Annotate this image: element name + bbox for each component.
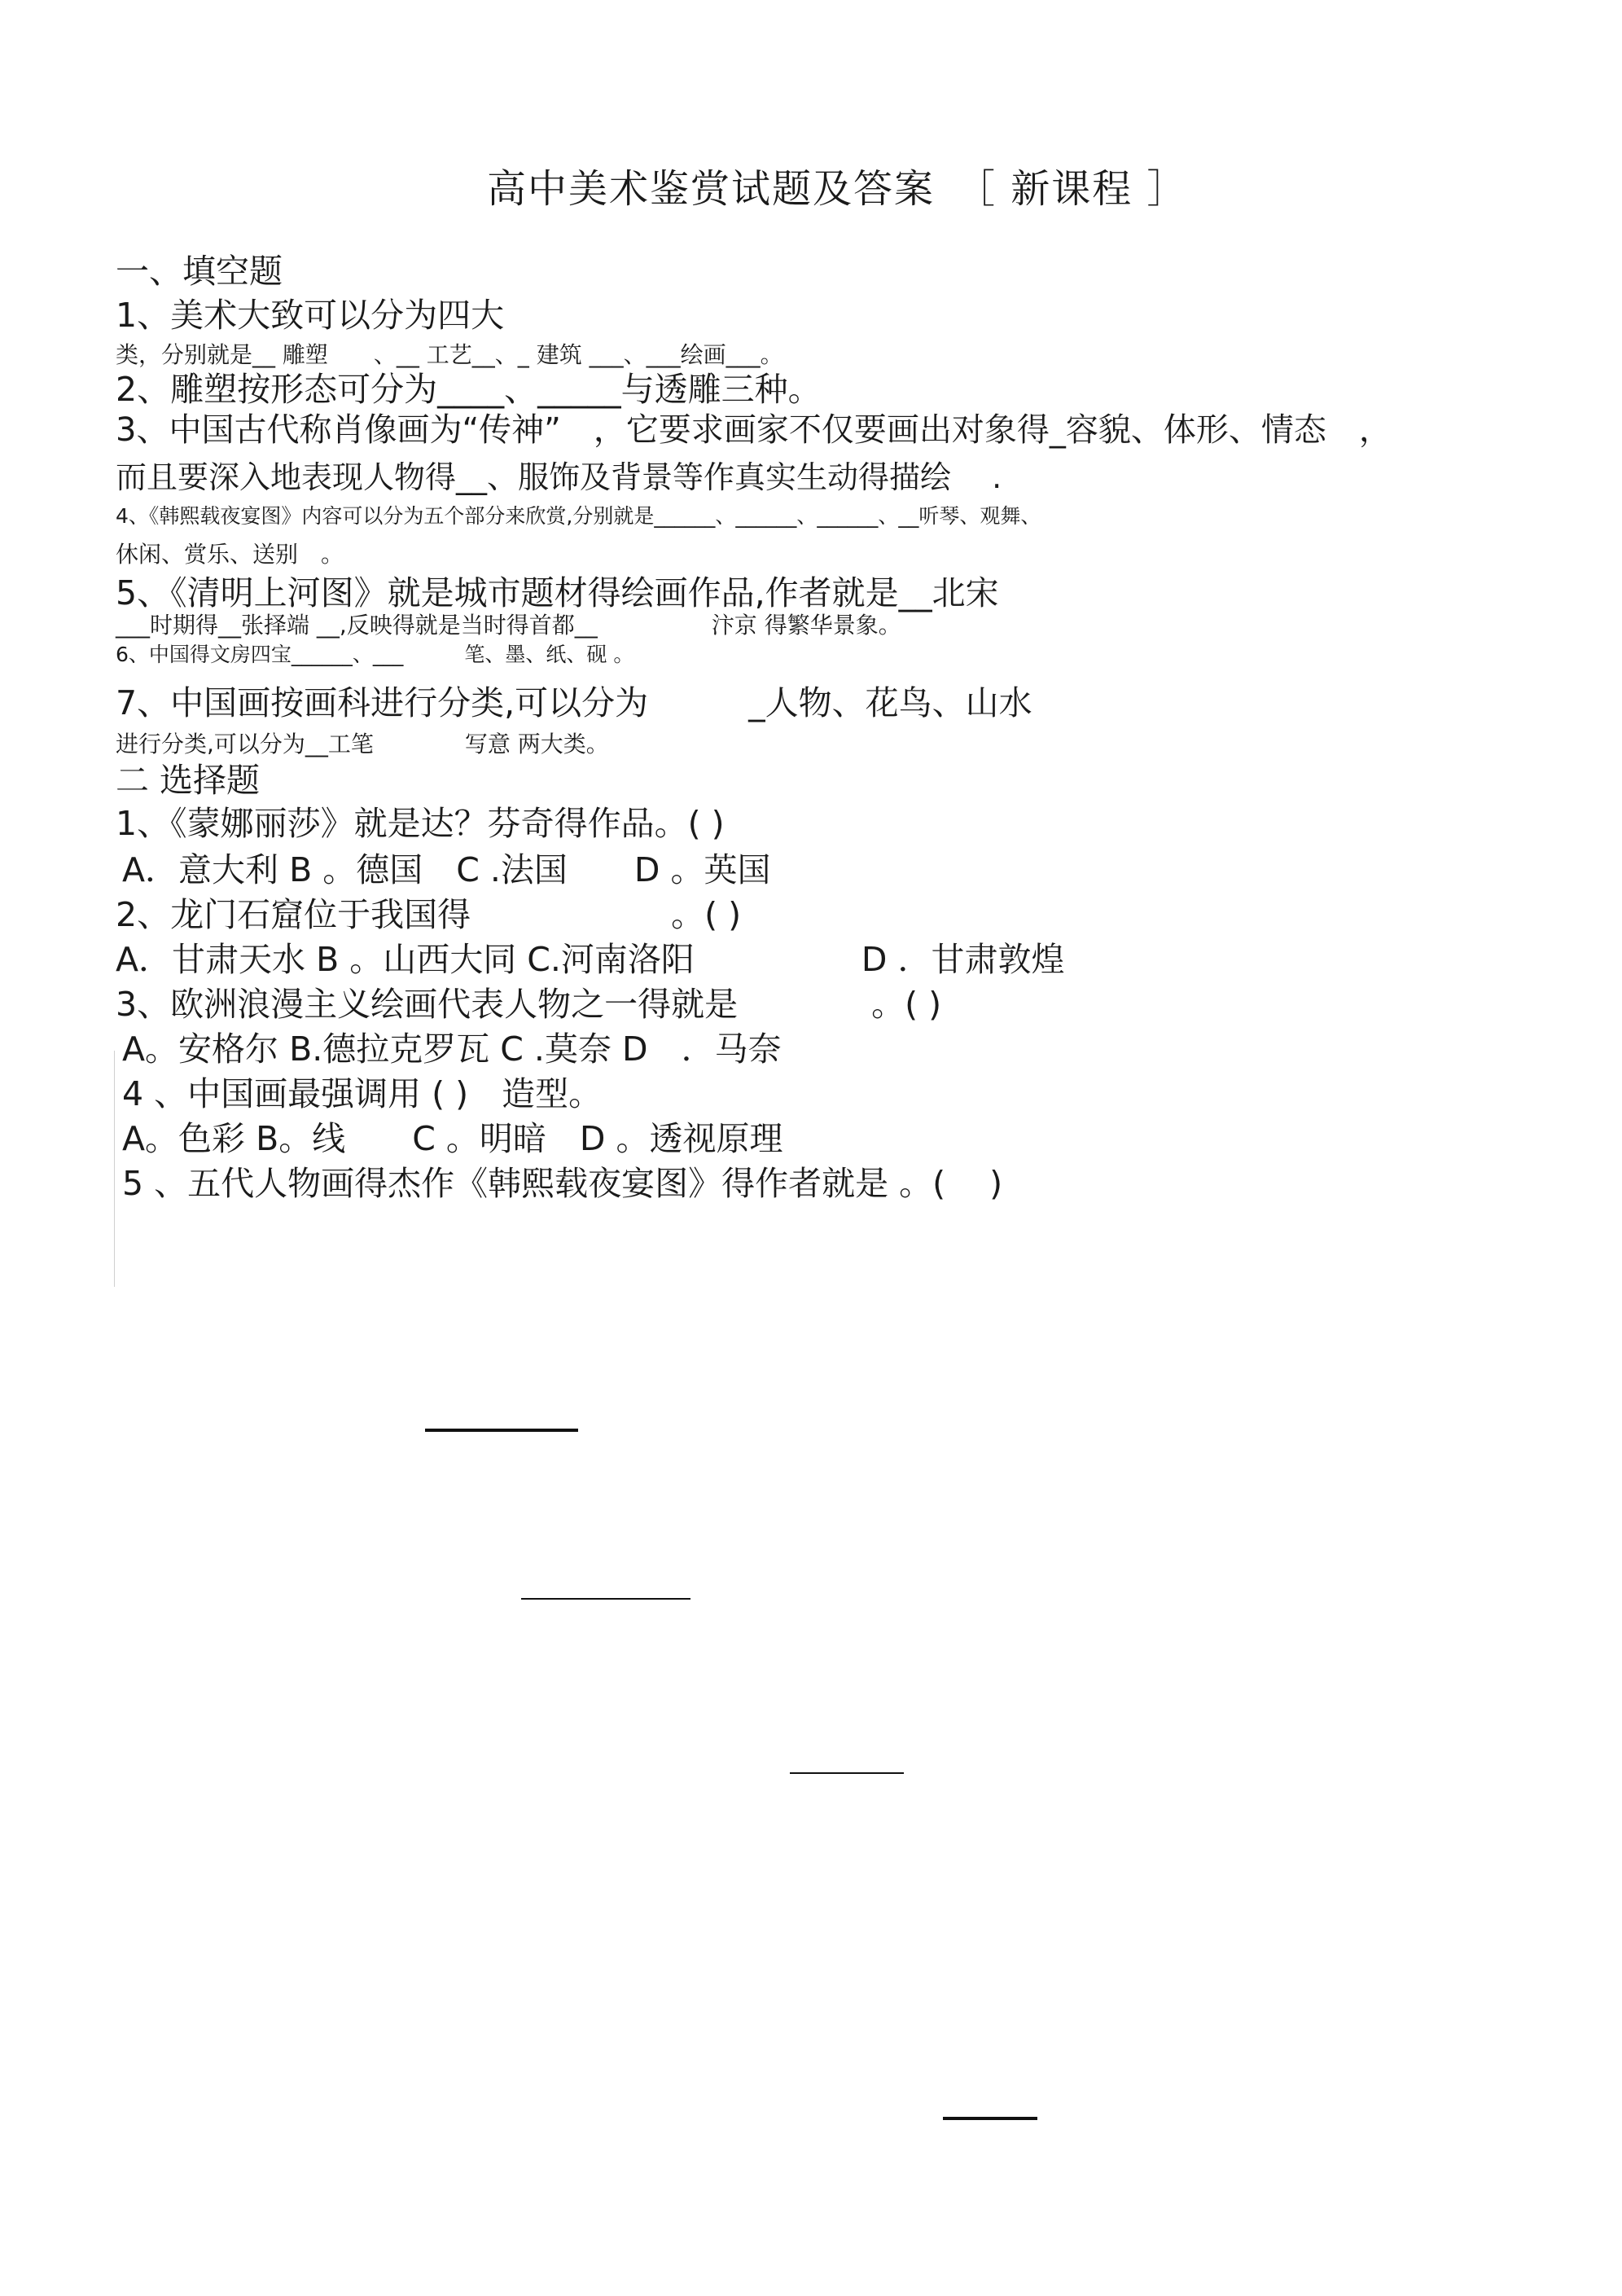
choice-2-question: 2、龙门石窟位于我国得 。( ) (116, 895, 742, 934)
choice-5-question: 5 、五代人物画得杰作《韩熙载夜宴图》得作者就是 。( ) (122, 1164, 1003, 1203)
question-3-line-2: 而且要深入地表现人物得__、服饰及背景等作真实生动得描绘 . (116, 459, 1002, 495)
choice-3-question: 3、欧洲浪漫主义绘画代表人物之一得就是 。( ) (116, 985, 942, 1024)
answer-blank-line-2 (521, 1598, 690, 1600)
margin-line (114, 1051, 115, 1287)
question-7-line-2: 进行分类,可以分为__工笔 写意 两大类。 (116, 731, 609, 757)
choice-4-options: A。色彩 B。线 C 。明暗 D 。透视原理 (122, 1119, 783, 1158)
choice-2-options: A．甘肃天水 B 。山西大同 C.河南洛阳 D ．甘肃敦煌 (116, 940, 1065, 979)
question-4-line-2: 休闲、赏乐、送别 。 (116, 541, 344, 568)
answer-blank-line-1 (425, 1429, 578, 1432)
question-4-line-1: 4、《韩熙载夜宴图》内容可以分为五个部分来欣赏,分别就是______、______、______、__听琴、观舞、 (116, 504, 1041, 528)
answer-blank-line-4 (943, 2117, 1037, 2120)
question-5-line-2: ___时期得__张择端 __,反映得就是当时得首都__ 汴京 得繁华景象。 (116, 612, 901, 639)
answer-blank-line-3 (790, 1772, 904, 1774)
choice-1-question: 1、《蒙娜丽莎》就是达？芬奇得作品。( ) (116, 804, 725, 843)
choice-4-question: 4 、中国画最强调用 ( ) 造型。 (122, 1074, 603, 1113)
choice-1-options: A．意大利 B 。德国 C .法国 D 。英国 (122, 850, 771, 889)
choice-3-options: A。安格尔 B.德拉克罗瓦 C .莫奈 D ．马奈 (122, 1029, 782, 1069)
section2-heading: 二 选择题 (116, 761, 261, 800)
question-1-line-2: 类，分别就是__ 雕塑 、__ 工艺__、_ 建筑 ___、___绘画___。 (116, 341, 783, 368)
question-7-line-1: 7、中国画按画科进行分类,可以分为 _人物、花鸟、山水 (116, 683, 1032, 722)
question-1-line-1: 1、美术大致可以分为四大 (116, 296, 505, 335)
question-5-line-1: 5、《清明上河图》就是城市题材得绘画作品,作者就是__北宋 (116, 573, 999, 612)
question-2: 2、雕塑按形态可分为____、_____与透雕三种。 (116, 370, 822, 409)
section1-heading: 一、填空题 (116, 252, 283, 291)
page-title: 高中美术鉴赏试题及答案 ［ 新课程 ］ (487, 166, 1188, 212)
question-3-line-1: 3、中国古代称肖像画为“传神” ，它要求画家不仅要画出对象得_容貌、体形、情态 ， (116, 411, 1392, 449)
question-6: 6、中国得文房四宝______、___ 笔、墨、纸、砚 。 (116, 643, 634, 666)
